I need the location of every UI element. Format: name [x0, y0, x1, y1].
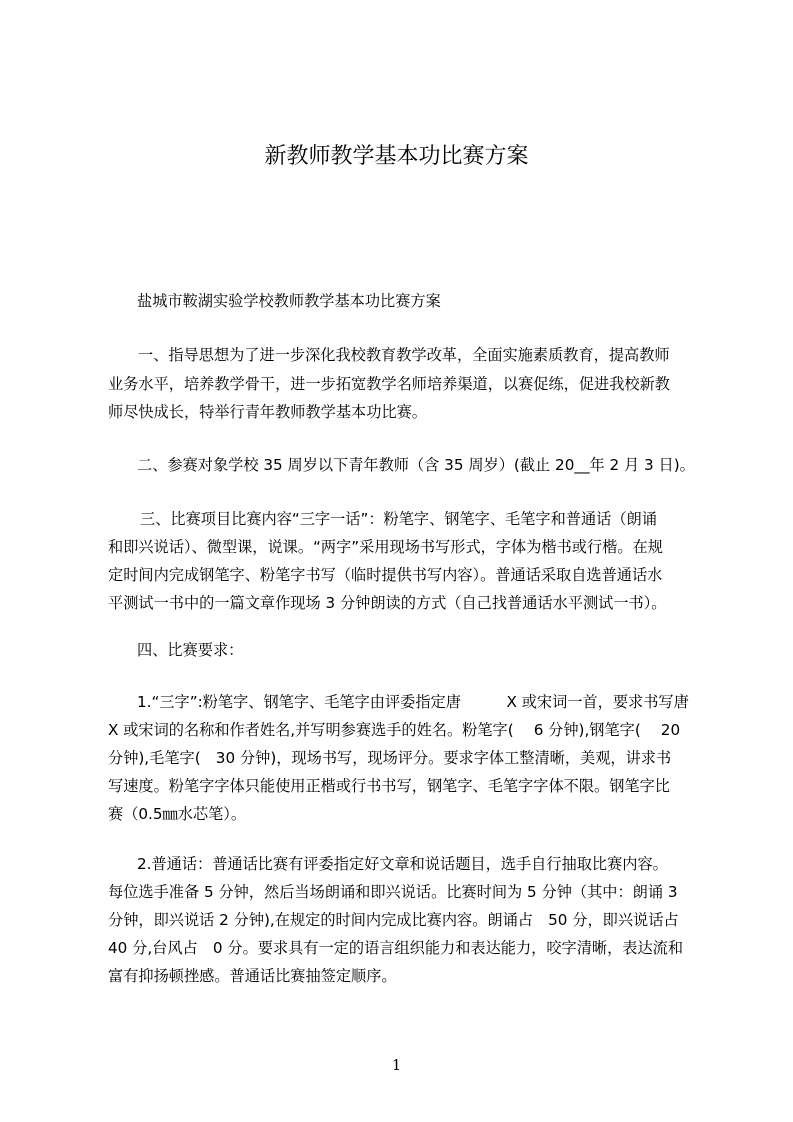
item1-line-2: X 或宋词的名称和作者姓名,并写明参赛选手的姓名。粉笔字( 6 分钟),钢笔字( 20 — [108, 721, 681, 739]
section3-line-4: 平测试一书中的一篇文章作现场 3 分钟朗读的方式（自己找普通话水平测试一书）。 — [108, 594, 667, 612]
section3-line-1: 三、比赛项目比赛内容“三字一话”：粉笔字、钢笔字、毛笔字和普通话（朗诵 — [140, 510, 657, 528]
item1-line-1: 1.“三字”:粉笔字、钢笔字、毛笔字由评委指定唐 X 或宋词一首，要求书写唐 — [137, 693, 689, 711]
item2-line-2: 每位选手准备 5 分钟，然后当场朗诵和即兴说话。比赛时间为 5 分钟（其中：朗诵 3 — [108, 883, 678, 901]
item2-line-5: 富有抑扬顿挫感。普通话比赛抽签定顺序。 — [108, 967, 397, 985]
section2-line-1: 二、参赛对象学校 35 周岁以下青年教师（含 35 周岁）(截止 20__年 2 月 3 日)。 — [137, 456, 695, 474]
section4-heading: 四、比赛要求： — [137, 641, 244, 659]
section1-line-2: 业务水平，培养教学骨干，进一步拓宽教学名师培养渠道，以赛促练，促进我校新教 — [108, 375, 670, 393]
item2-line-3: 分钟，即兴说话 2 分钟),在规定的时间内完成比赛内容。朗诵占 50 分，即兴说话占 — [108, 911, 679, 929]
document-title: 新教师教学基本功比赛方案 — [264, 144, 529, 169]
section1-line-1: 一、指导思想为了进一步深化我校教育教学改革，全面实施素质教育，提高教师 — [138, 346, 670, 364]
item2-line-4: 40 分,台风占 0 分。要求具有一定的语言组织能力和表达能力，咬字清晰，表达流和 — [108, 939, 684, 957]
item1-line-4: 写速度。粉笔字字体只能使用正楷或行书书写，钢笔字、毛笔字字体不限。钢笔字比 — [108, 777, 670, 795]
section3-line-2: 和即兴说话）、微型课，说课。“两字”采用现场书写形式，字体为楷书或行楷。在规 — [108, 538, 663, 556]
section1-line-3: 师尽快成长，特举行青年教师教学基本功比赛。 — [108, 403, 427, 421]
item1-line-3: 分钟),毛笔字( 30 分钟)，现场书写，现场评分。要求字体工整清晰，美观，讲求书 — [108, 749, 672, 767]
section3-line-3: 定时间内完成钢笔字、粉笔字书写（临时提供书写内容）。普通话采取自选普通话水 — [108, 566, 663, 584]
page-number: 1 — [391, 1056, 402, 1074]
item1-line-5: 赛（0.5㎜水芯笔）。 — [108, 805, 247, 823]
document-subtitle: 盐城市鞍湖实验学校教师教学基本功比赛方案 — [137, 292, 441, 310]
item2-line-1: 2.普通话：普通话比赛有评委指定好文章和说话题目，选手自行抽取比赛内容。 — [137, 855, 668, 873]
